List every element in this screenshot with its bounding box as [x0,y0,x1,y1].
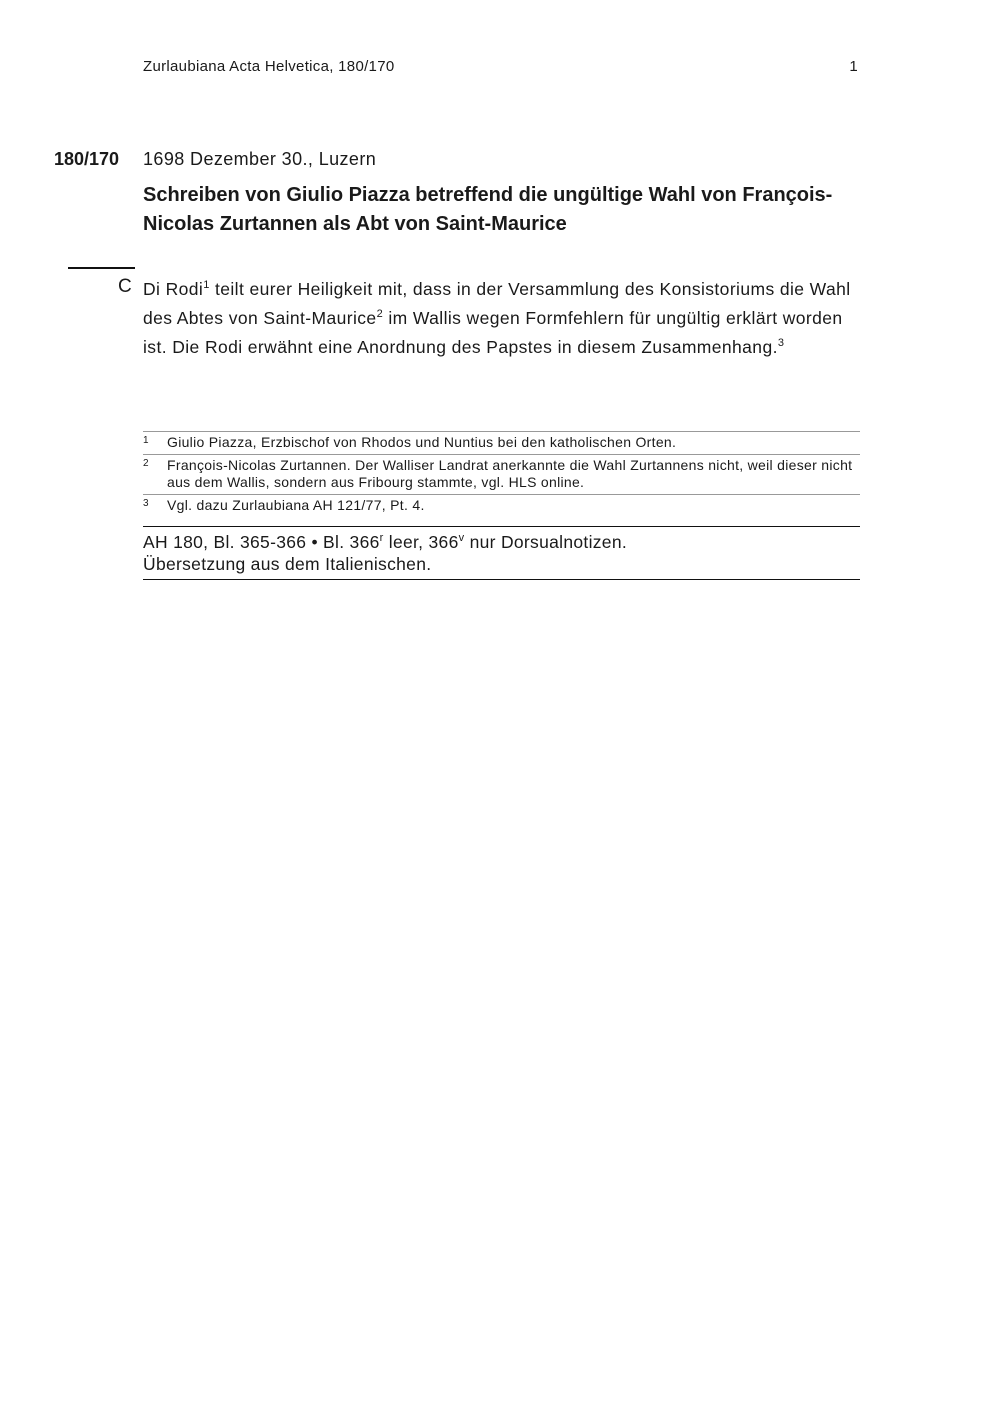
apparatus-segment: AH 180, Bl. 365-366 • Bl. 366 [143,532,380,552]
footnote [143,494,860,517]
page-number: 1 [849,58,858,75]
footnote-ref-2[interactable]: 2 [376,308,384,320]
running-head-title: Zurlaubiana Acta Helvetica, 180/170 [143,58,395,75]
body-segment: teilt eurer Heiligkeit mit, dass in der Versammlung des Konsistoriums die Wahl des Abtes von Saint-Maurice [143,279,851,328]
apparatus-line-2: Übersetzung aus dem Italienischen. [143,554,432,574]
footnote-ref-3[interactable]: 3 [777,337,785,349]
document-body [143,275,863,362]
footnote-ref-1[interactable]: 1 [203,279,210,291]
body-paragraph [143,275,863,362]
body-segment: Di Rodi [143,279,204,299]
body-segment: im Wallis wegen Formfehlern für ungültig erklärt worden ist. Die Rodi erwähnt eine Anordnung des Papstes in diesem Zusammenhang. [143,308,843,357]
footnote [143,431,860,454]
running-head [143,58,858,75]
footnote-text: Giulio Piazza, Erzbischof von Rhodos und Nuntius bei den katholischen Orten. [167,434,677,450]
apparatus-line-1 [143,531,860,553]
footnote-number: 3 [143,498,149,509]
footnote-number: 2 [143,458,149,469]
apparatus-segment: leer, 366 [383,532,459,552]
document-date-place: 1698 Dezember 30., Luzern [143,149,377,169]
footnote-text: François-Nicolas Zurtannen. Der Walliser Landrat anerkannte die Wahl Zurtannens nicht, weil dieser nicht aus dem Wallis, sondern aus Fribourg stammte, vgl. HLS online. [167,457,853,490]
document-title: Schreiben von Giulio Piazza betreffend die ungültige Wahl von François-Nicolas Zurtannen als Abt von Saint-Maurice [143,184,833,235]
footnote [143,454,860,494]
folio-verso-mark: v [458,532,465,544]
margin-rule [68,267,135,269]
footnotes [143,431,860,517]
source-apparatus [143,526,860,580]
apparatus-segment: nur Dorsualnotizen. [464,532,628,552]
footnote-text: Vgl. dazu Zurlaubiana AH 121/77, Pt. 4. [167,497,425,513]
footnote-number: 1 [143,435,149,446]
document-number: 180/170 [54,149,120,169]
folio-recto-mark: r [379,532,384,544]
margin-letter: C [118,276,132,297]
